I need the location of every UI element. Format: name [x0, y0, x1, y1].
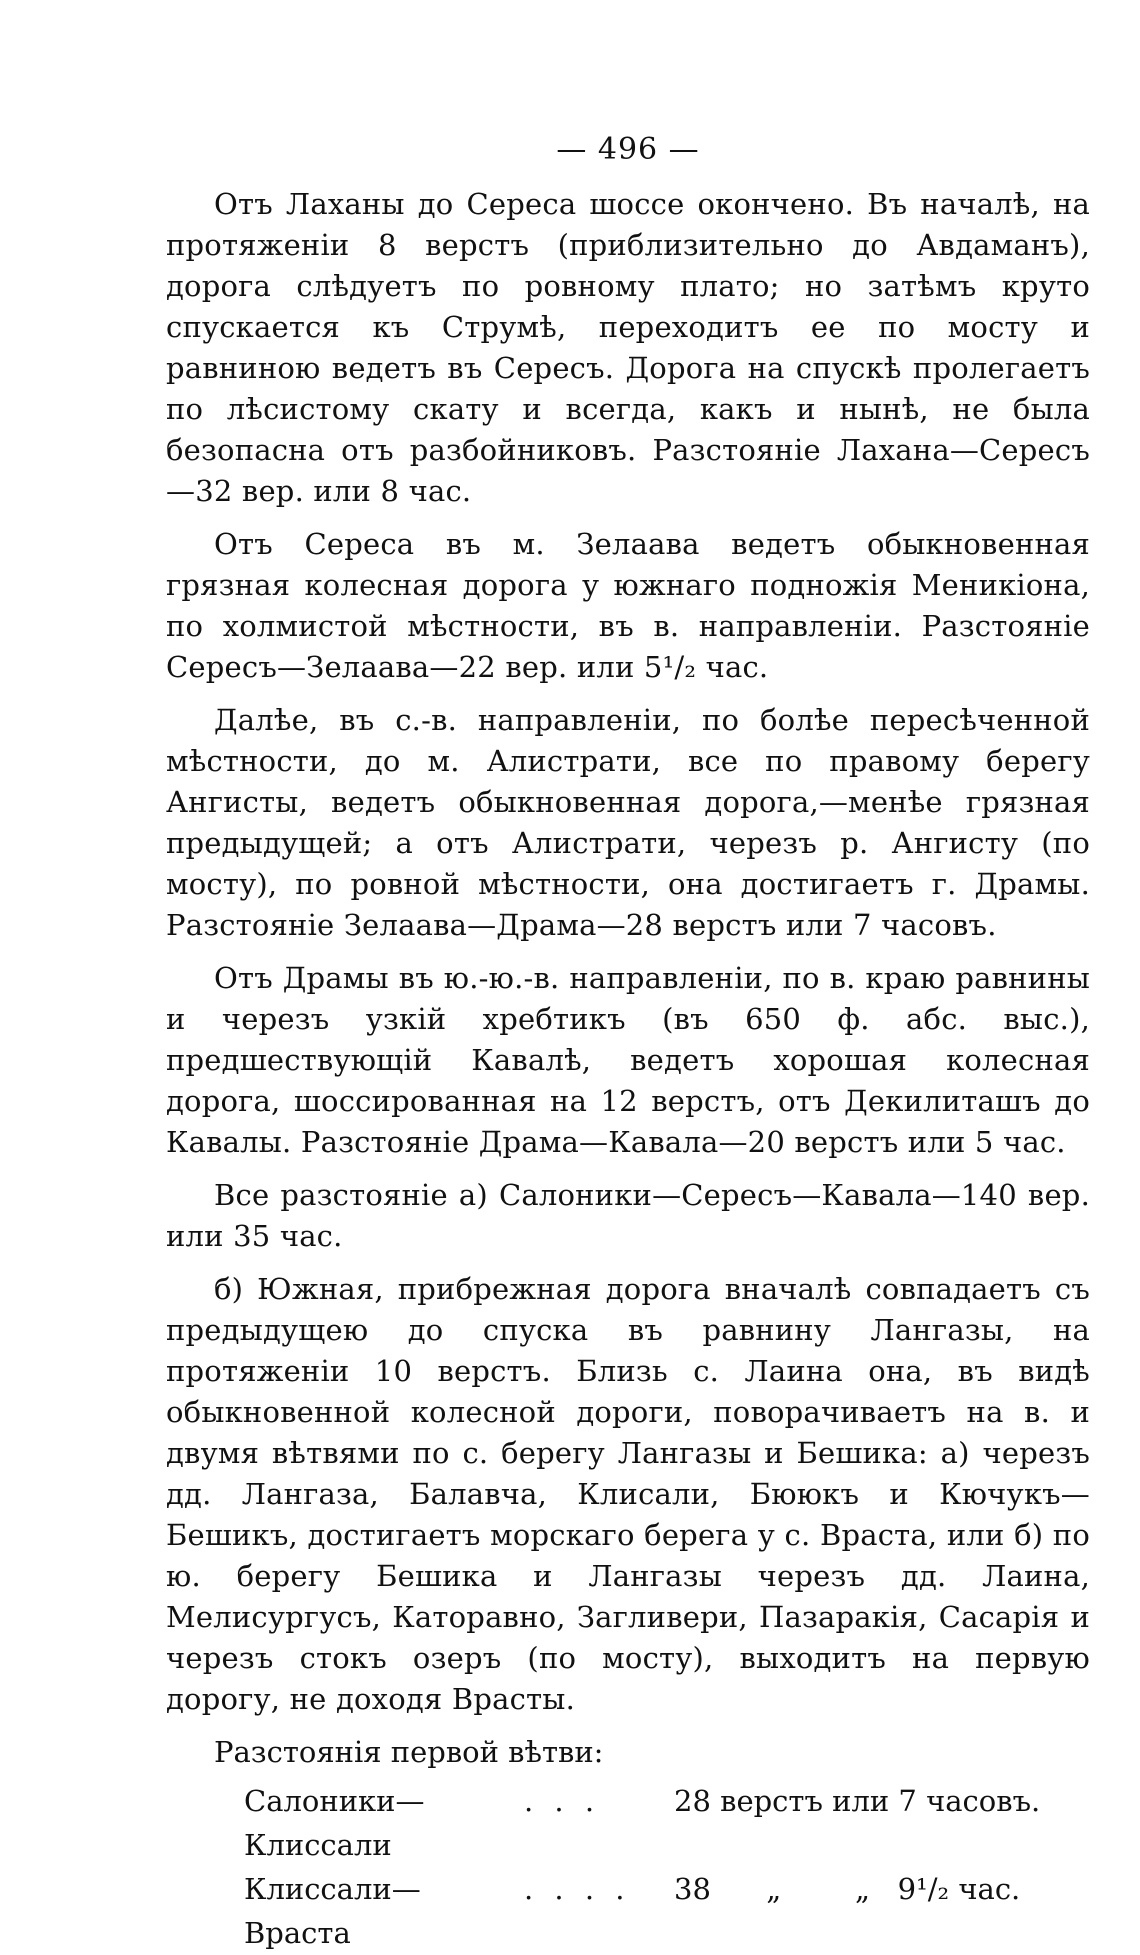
- paragraph-southern-road: б) Южная, прибрежная дорога вначалѣ совпадаетъ съ предыдущею до спуска въ равнину Лангазы, на протяженіи 10 верстъ. Близь с. Лаина она, въ видѣ обыкновенной колесной дороги, поворачиваетъ на в. и двумя вѣтвями по с. берегу Лангазы и Бешика: а) черезъ дд. Лангаза, Балавча, Клисали, Бююкъ и Кючукъ—Бешикъ, достигаетъ морскаго берега у с. Враста, или б) по ю. берегу Бешика и Лангазы черезъ дд. Лаина, Мелисургусъ, Каторавно, Загливери, Пазаракія, Сасарія и черезъ стокъ озеръ (по мосту), выходитъ на первую дорогу, не доходя Врасты.: [166, 1272, 1090, 1716]
- distance-value: 28 верстъ или 7 часовъ.: [674, 1784, 1041, 1818]
- distance-row: [244, 1867, 1090, 1955]
- book-page: [166, 130, 1090, 1955]
- paragraph-seres-zelaava: Отъ Сереса въ м. Зелаава ведетъ обыкновенная грязная колесная дорога у южнаго подножія Меникіона, по холмистой мѣстности, въ в. направленіи. Разстояніе Сересъ—Зелаава—22 вер. или 5¹/₂ час.: [166, 527, 1090, 684]
- paragraph-lakhana-seres: Отъ Лаханы до Сереса шоссе окончено. Въ началѣ, на протяженіи 8 верстъ (приблизительно до Авдаманъ), дорога слѣдуетъ по ровному плато; но затѣмъ круто спускается къ Струмѣ, переходитъ ее по мосту и равниною ведетъ въ Сересъ. Дорога на спускѣ пролегаетъ по лѣсистому скату и всегда, какъ и нынѣ, не была безопасна отъ разбойниковъ. Разстояніе Лахана—Сересъ—32 вер. или 8 час.: [166, 187, 1090, 508]
- distance-row: [244, 1779, 1090, 1867]
- distance-leader-dots: . . .: [524, 1784, 601, 1818]
- distance-value: 38 „ „ 9¹/₂ час.: [674, 1872, 1021, 1906]
- distances-table: [244, 1779, 1090, 1955]
- paragraph-total-distance: Все разстояніе а) Салоники—Сересъ—Кавала—140 вер. или 35 час.: [166, 1178, 1090, 1253]
- distance-route: Салоники—Клиссали: [244, 1784, 425, 1862]
- distances-caption: Разстоянія первой вѣтви:: [214, 1735, 604, 1769]
- page-number: — 496 —: [556, 132, 700, 167]
- paragraph-zelaava-drama: Далѣе, въ с.-в. направленіи, по болѣе пересѣченной мѣстности, до м. Алистрати, все по правому берегу Ангисты, ведетъ обыкновенная дорога,—менѣе грязная предыдущей; а отъ Алистрати, черезъ р. Ангисту (по мосту), по ровной мѣстности, она достигаетъ г. Драмы. Разстояніе Зелаава—Драма—28 верстъ или 7 часовъ.: [166, 703, 1090, 942]
- distance-leader-dots: . . . .: [524, 1872, 631, 1906]
- paragraph-drama-kavala: Отъ Драмы въ ю.-ю.-в. направленіи, по в. краю равнины и черезъ узкій хребтикъ (въ 650 ф. абс. выс.), предшествующій Кавалѣ, ведетъ хорошая колесная дорога, шоссированная на 12 верстъ, отъ Декилиташъ до Кавалы. Разстояніе Драма—Кавала—20 верстъ или 5 час.: [166, 961, 1090, 1159]
- distance-route: Клиссали—Враста: [244, 1872, 421, 1950]
